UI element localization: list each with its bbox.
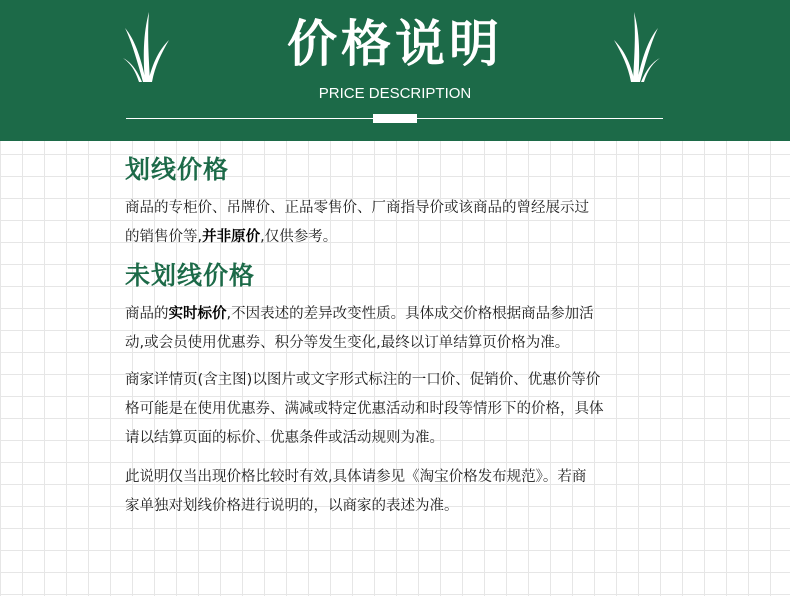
text-line: 的销售价等,: [125, 229, 203, 245]
section-heading-non-strikethrough-price: 未划线价格: [125, 261, 256, 290]
content-area: [125, 150, 690, 521]
text-line: 商品的: [125, 306, 169, 322]
text-line: ,不因表述的差异改变性质。具体成交价格根据商品参加活: [226, 306, 594, 322]
text-line: ,仅供参考。: [260, 229, 338, 245]
text-line: 格可能是在使用优惠券、满减或特定优惠活动和时段等情形下的价格，具体: [125, 401, 604, 417]
text-line: 此说明仅当出现价格比较时有效,具体请参见《淘宝价格发布规范》。若商: [125, 469, 587, 485]
page-subtitle: PRICE DESCRIPTION: [318, 85, 472, 102]
text-line: 动,或会员使用优惠券、积分等发生变化,最终以订单结算页价格为准。: [125, 335, 570, 351]
paragraph-real-time-price: [125, 300, 690, 358]
text-line: 请以结算页面的标价、优惠条件或活动规则为准。: [125, 430, 444, 446]
text-line: 家单独对划线价格进行说明的，以商家的表述为准。: [125, 498, 459, 514]
text-line: 商品的专柜价、吊牌价、正品零售价、厂商指导价或该商品的曾经展示过: [125, 200, 589, 216]
section-heading-strikethrough-price: 划线价格: [125, 155, 230, 184]
bold-text-not-original-price: 并非原价: [202, 229, 261, 245]
header-banner: [0, 0, 790, 141]
header-divider-accent: [373, 114, 417, 123]
paragraph-merchant-detail: [125, 366, 690, 453]
paragraph-validity-note: [125, 463, 690, 521]
paragraph-strikethrough-price: [125, 194, 690, 252]
page-title: 价格说明: [287, 15, 503, 73]
bold-text-real-time-price: 实时标价: [168, 306, 227, 322]
text-line: 商家详情页(含主图)以图片或文字形式标注的一口价、促销价、优惠价等价: [125, 372, 601, 388]
